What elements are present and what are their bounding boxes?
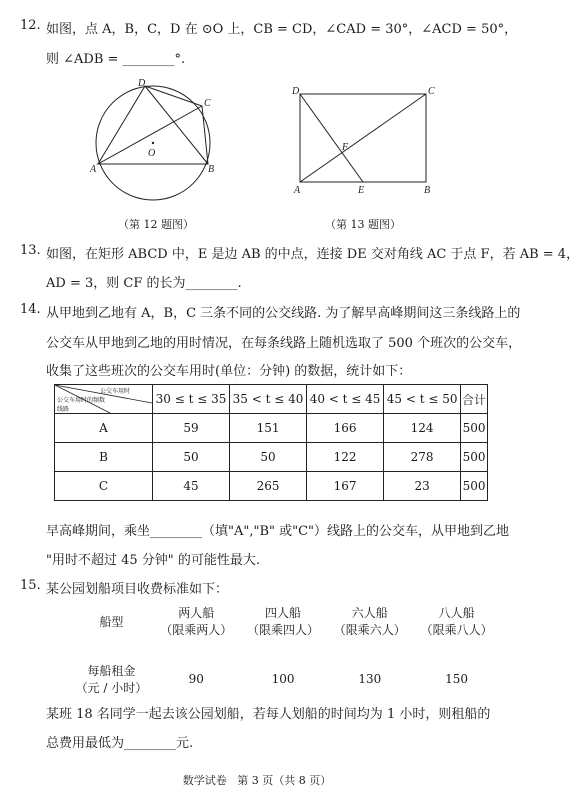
- value-cell: 500: [461, 443, 488, 472]
- route-cell: A: [55, 414, 153, 443]
- q14-number: 14.: [20, 302, 41, 317]
- value-cell: 50: [153, 443, 230, 472]
- figure-13: [290, 84, 440, 196]
- q15-text-line1: 某公园划船项目收费标准如下：: [46, 582, 229, 597]
- q15-price-table: [70, 600, 500, 700]
- q14-text-line2: 公交车从甲地到乙地的用时情况，在每条线路上随机选取了 500 个班次的公交车，: [46, 336, 522, 351]
- fig13-label-D: D: [292, 86, 300, 97]
- q14-data-table: [54, 384, 488, 501]
- fig12-label-D: D: [138, 78, 146, 89]
- q15-after-line2: 总费用最低为________元.: [46, 736, 194, 751]
- route-cell: C: [55, 472, 153, 501]
- table-row: [55, 443, 488, 472]
- fig13-label-C: C: [428, 86, 435, 97]
- q15-after-line1: 某班 18 名同学一起去该公园划船，若每人划船的时间均为 1 小时，则租船的: [46, 707, 491, 722]
- page-footer: 数学试卷 第 3 页（共 8 页）: [182, 774, 332, 787]
- q12-text-line2: 则 ∠ADB = ________°.: [46, 52, 186, 67]
- row-label-unit: （元 / 小时）: [75, 681, 148, 695]
- fig13-label-F: F: [342, 142, 349, 153]
- fig12-label-B: B: [208, 164, 215, 175]
- table-row: [55, 472, 488, 501]
- boat-price: 100: [271, 672, 295, 686]
- value-cell: 166: [307, 414, 384, 443]
- boat-limit: （限乘四人）: [247, 623, 320, 637]
- q14-text-line1: 从甲地到乙地有 A，B，C 三条不同的公交线路. 为了解早高峰期间这三条线路上的: [46, 306, 521, 321]
- fig13-label-A: A: [294, 185, 301, 196]
- boat-name: 八人船: [438, 606, 475, 620]
- value-cell: 23: [384, 472, 461, 501]
- boat-name: 两人船: [178, 606, 215, 620]
- value-cell: 45: [153, 472, 230, 501]
- table-header-row: [55, 385, 488, 414]
- q14-after-line2: "用时不超过 45 分钟" 的可能性最大.: [46, 553, 261, 568]
- q13-text-line1: 如图，在矩形 ABCD 中，E 是边 AB 的中点，连接 DE 交对角线 AC 于点 F，若 AB = 4，: [46, 247, 579, 262]
- col-header: 45 < t ≤ 50: [384, 385, 461, 414]
- corner-label-mid: 公交车用时的频数: [57, 397, 106, 404]
- row-label-rent: 每船租金: [87, 664, 136, 678]
- figure-12: [90, 76, 230, 206]
- value-cell: 265: [230, 472, 307, 501]
- value-cell: 500: [461, 414, 488, 443]
- fig13-label-E: E: [358, 185, 365, 196]
- value-cell: 278: [384, 443, 461, 472]
- value-cell: 167: [307, 472, 384, 501]
- boat-limit: （限乘八人）: [420, 623, 493, 637]
- col-header: 合计: [461, 385, 488, 414]
- figure-12-caption: （第 12 题图）: [118, 218, 194, 231]
- q14-after-line1: 早高峰期间，乘坐________（填"A","B" 或"C"）线路上的公交车，从甲地到乙地: [46, 524, 510, 539]
- q15-number: 15.: [20, 578, 41, 593]
- value-cell: 50: [230, 443, 307, 472]
- boat-price: 150: [445, 672, 469, 686]
- row-label-boat-type: 船型: [99, 614, 124, 629]
- q14-text-line3: 收集了这些班次的公交车用时(单位：分钟) 的数据，统计如下：: [46, 364, 412, 379]
- value-cell: 124: [384, 414, 461, 443]
- table-corner-cell: [55, 385, 153, 414]
- fig12-label-A: A: [90, 164, 97, 175]
- value-cell: 122: [307, 443, 384, 472]
- route-cell: B: [55, 443, 153, 472]
- corner-label-bottom: 线路: [57, 406, 70, 413]
- value-cell: 59: [153, 414, 230, 443]
- boat-price: 130: [358, 672, 382, 686]
- boat-price-row: [70, 658, 500, 700]
- col-header: 35 < t ≤ 40: [230, 385, 307, 414]
- boat-name: 四人船: [265, 606, 302, 620]
- fig12-label-C: C: [204, 98, 211, 109]
- col-header: 40 < t ≤ 45: [307, 385, 384, 414]
- q13-number: 13.: [20, 243, 41, 258]
- boat-price: 90: [188, 672, 204, 686]
- fig12-label-O: O: [148, 148, 156, 159]
- q12-text-line1: 如图，点 A，B，C，D 在 ⊙O 上，CB = CD，∠CAD = 30°，∠ACD = 50°，: [46, 22, 518, 37]
- q13-text-line2: AD = 3，则 CF 的长为________.: [46, 276, 242, 291]
- boat-limit: （限乘六人）: [333, 623, 406, 637]
- figure-13-caption: （第 13 题图）: [325, 218, 401, 231]
- value-cell: 151: [230, 414, 307, 443]
- fig13-label-B: B: [424, 185, 431, 196]
- boat-type-row: [70, 600, 500, 642]
- table-row: [55, 414, 488, 443]
- value-cell: 500: [461, 472, 488, 501]
- q12-number: 12.: [20, 18, 41, 33]
- boat-limit: （限乘两人）: [160, 623, 233, 637]
- corner-label-top: 公交车用时: [100, 388, 131, 395]
- col-header: 30 ≤ t ≤ 35: [153, 385, 230, 414]
- boat-name: 六人船: [351, 606, 388, 620]
